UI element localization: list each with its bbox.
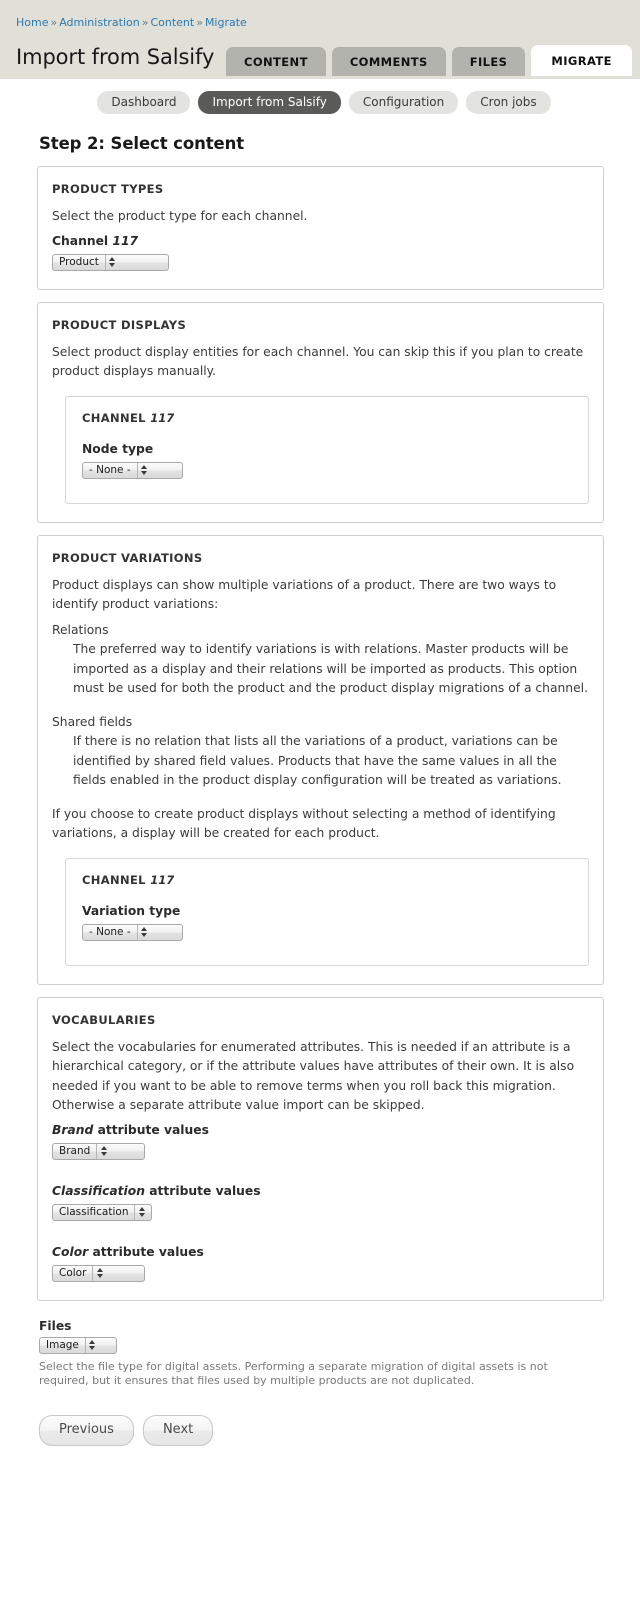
select-arrows-icon xyxy=(96,1144,110,1159)
product-types-fieldset xyxy=(37,166,604,290)
title-row xyxy=(0,30,640,76)
variation-type-select-value: - None - xyxy=(89,925,131,938)
channel-legend-text: CHANNEL xyxy=(82,872,146,887)
classification-attribute-name: Classification xyxy=(52,1183,145,1198)
brand-attribute-name: Brand xyxy=(52,1122,94,1137)
product-variations-definition-list xyxy=(52,621,589,791)
tab-migrate[interactable]: MIGRATE xyxy=(531,45,632,76)
select-arrows-icon xyxy=(92,1266,106,1281)
files-select-value: Image xyxy=(46,1338,79,1351)
next-button[interactable]: Next xyxy=(143,1415,213,1446)
term-shared-fields: Shared fields xyxy=(52,714,133,729)
breadcrumb-separator: » xyxy=(50,16,58,29)
subtab-dashboard[interactable]: Dashboard xyxy=(97,91,190,114)
product-displays-channel-legend xyxy=(82,411,574,425)
files-label: Files xyxy=(39,1318,72,1333)
tab-files[interactable]: FILES xyxy=(452,47,526,76)
channel-label-text: Channel xyxy=(52,233,109,248)
select-arrows-icon xyxy=(137,925,151,940)
channel-id: 117 xyxy=(112,233,139,248)
product-variations-fieldset xyxy=(37,535,604,985)
product-variations-intro: Product displays can show multiple variations of a product. There are two ways to identify product variations: xyxy=(52,577,557,611)
product-displays-description: Select product display entities for each channel. You can skip this if you plan to create product displays manually. xyxy=(52,344,584,378)
product-type-select-value: Product xyxy=(59,255,99,268)
variation-type-select[interactable] xyxy=(82,924,183,941)
product-types-channel-label xyxy=(52,233,589,249)
select-arrows-icon xyxy=(137,463,151,478)
product-variations-closing: If you choose to create product displays without selecting a method of identifying variations, a display will be created for each product. xyxy=(52,806,556,840)
brand-attribute-suffix: attribute values xyxy=(97,1122,209,1137)
page-header xyxy=(0,0,640,79)
product-displays-legend: PRODUCT DISPLAYS xyxy=(52,317,187,332)
node-type-label: Node type xyxy=(82,441,154,456)
tab-content[interactable]: CONTENT xyxy=(226,47,326,76)
product-types-description: Select the product type for each channel. xyxy=(52,209,308,223)
brand-vocabulary-select[interactable] xyxy=(52,1143,145,1160)
classification-attribute-label xyxy=(52,1183,589,1199)
product-displays-fieldset xyxy=(37,302,604,523)
product-displays-channel-card xyxy=(65,396,589,504)
vocabularies-legend: VOCABULARIES xyxy=(52,1012,156,1027)
definition-relations: The preferred way to identify variations is with relations. Master products will be imported as a display and their relations will be imported as products. This option must be used for both the product and the product display migrations of a channel. xyxy=(73,642,588,695)
files-description: Select the file type for digital assets. Performing a separate migration of digital assets is not required, but it ensures that files used by multiple products are not duplicated. xyxy=(39,1359,548,1387)
breadcrumb xyxy=(0,0,640,30)
subtab-configuration[interactable]: Configuration xyxy=(349,91,458,114)
select-arrows-icon xyxy=(134,1205,148,1220)
vocabulary-field-classification xyxy=(52,1183,589,1221)
node-type-select-value: - None - xyxy=(89,463,131,476)
breadcrumb-separator: » xyxy=(196,16,203,29)
breadcrumb-link-administration[interactable]: Administration xyxy=(59,16,140,29)
files-select[interactable] xyxy=(39,1337,117,1354)
breadcrumb-separator: » xyxy=(141,16,149,29)
vocabularies-fieldset xyxy=(37,997,604,1301)
vocabulary-field-color xyxy=(52,1244,589,1282)
brand-vocabulary-select-value: Brand xyxy=(59,1144,91,1157)
secondary-tabs xyxy=(8,79,640,114)
previous-button[interactable]: Previous xyxy=(39,1415,134,1446)
color-vocabulary-select-value: Color xyxy=(59,1266,87,1279)
breadcrumb-link-home[interactable]: Home xyxy=(16,16,49,29)
files-block xyxy=(39,1319,604,1389)
subtab-import-from-salsify[interactable]: Import from Salsify xyxy=(198,91,340,114)
classification-vocabulary-select[interactable] xyxy=(52,1204,152,1221)
tab-comments[interactable]: COMMENTS xyxy=(332,47,446,76)
primary-tabs xyxy=(226,45,632,76)
variation-type-label: Variation type xyxy=(82,903,181,918)
channel-legend-text: CHANNEL xyxy=(82,410,146,425)
vocabulary-field-brand xyxy=(52,1122,589,1160)
channel-legend-id: 117 xyxy=(150,872,175,887)
product-variations-legend: PRODUCT VARIATIONS xyxy=(52,550,203,565)
product-variations-channel-card xyxy=(65,858,589,966)
breadcrumb-link-content[interactable]: Content xyxy=(150,16,195,29)
channel-legend-id: 117 xyxy=(150,410,175,425)
brand-attribute-label xyxy=(52,1122,589,1138)
classification-vocabulary-select-value: Classification xyxy=(59,1205,129,1218)
main-content xyxy=(0,134,640,1446)
color-attribute-name: Color xyxy=(52,1244,89,1259)
breadcrumb-link-migrate[interactable]: Migrate xyxy=(204,16,247,29)
step-title: Step 2: Select content xyxy=(39,134,245,153)
color-vocabulary-select[interactable] xyxy=(52,1265,145,1282)
form-actions xyxy=(39,1415,604,1446)
subtab-cron-jobs[interactable]: Cron jobs xyxy=(466,91,550,114)
term-relations: Relations xyxy=(52,622,109,637)
definition-shared-fields: If there is no relation that lists all the variations of a product, variations can be identified by shared field values. Products that have the same values in all the fields enabled in the product display configuration will be treated as variations. xyxy=(73,734,562,787)
page-title: Import from Salsify xyxy=(16,45,215,69)
color-attribute-suffix: attribute values xyxy=(92,1244,204,1259)
color-attribute-label xyxy=(52,1244,589,1260)
classification-attribute-suffix: attribute values xyxy=(149,1183,261,1198)
product-variations-channel-legend xyxy=(82,873,574,887)
product-types-legend: PRODUCT TYPES xyxy=(52,182,164,196)
select-arrows-icon xyxy=(85,1338,99,1353)
vocabularies-description: Select the vocabularies for enumerated attributes. This is needed if an attribute is a hierarchical category, or if the attribute values have attributes of their own. It is also needed if you want to be able to remove terms when you roll back this migration. Otherwise a separate attribute value import can be skipped. xyxy=(52,1039,575,1112)
product-type-select[interactable] xyxy=(52,254,169,271)
select-arrows-icon xyxy=(105,255,119,270)
node-type-select[interactable] xyxy=(82,462,183,479)
